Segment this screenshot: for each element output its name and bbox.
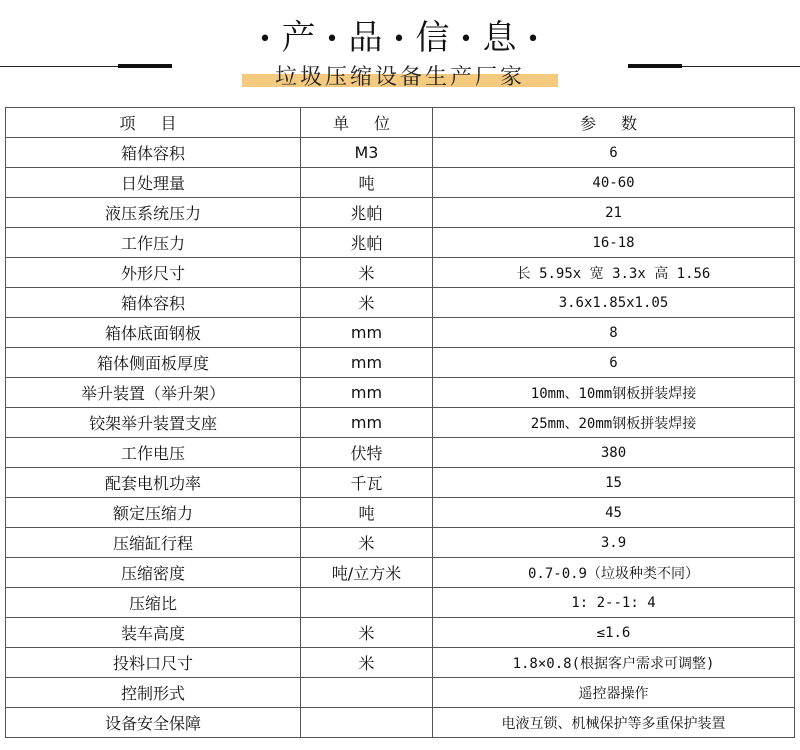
cell-value: 3.9 — [433, 528, 795, 558]
column-header-value: 参 数 — [433, 108, 795, 138]
title-dot: • — [392, 27, 408, 52]
cell-unit: mm — [301, 318, 433, 348]
table-row — [6, 348, 795, 378]
cell-item: 设备安全保障 — [6, 708, 301, 738]
table-row — [6, 558, 795, 588]
column-header-unit: 单 位 — [301, 108, 433, 138]
table-row — [6, 168, 795, 198]
cell-item: 液压系统压力 — [6, 198, 301, 228]
cell-unit — [301, 588, 433, 618]
cell-unit: 兆帕 — [301, 228, 433, 258]
title-char: 信 — [415, 18, 452, 58]
cell-unit: mm — [301, 408, 433, 438]
title-dot: • — [325, 27, 341, 52]
cell-value: 1: 2--1: 4 — [433, 588, 795, 618]
title-char: 品 — [348, 18, 385, 58]
spec-table — [5, 107, 795, 738]
cell-unit: 吨 — [301, 498, 433, 528]
cell-item: 配套电机功率 — [6, 468, 301, 498]
cell-unit: M3 — [301, 138, 433, 168]
table-row — [6, 228, 795, 258]
table-row — [6, 378, 795, 408]
cell-value: 3.6x1.85x1.05 — [433, 288, 795, 318]
cell-value: 长 5.95x 宽 3.3x 高 1.56 — [433, 258, 795, 288]
cell-value: 45 — [433, 498, 795, 528]
table-row — [6, 648, 795, 678]
cell-item: 装车高度 — [6, 618, 301, 648]
cell-unit: 米 — [301, 288, 433, 318]
cell-item: 箱体容积 — [6, 138, 301, 168]
cell-item: 箱体底面钢板 — [6, 318, 301, 348]
cell-item: 额定压缩力 — [6, 498, 301, 528]
cell-unit: 伏特 — [301, 438, 433, 468]
cell-item: 日处理量 — [6, 168, 301, 198]
table-row — [6, 318, 795, 348]
title-char: 息 — [482, 18, 519, 58]
cell-item: 压缩比 — [6, 588, 301, 618]
cell-item: 压缩密度 — [6, 558, 301, 588]
cell-value: 16-18 — [433, 228, 795, 258]
cell-value: 10mm、10mm钢板拼装焊接 — [433, 378, 795, 408]
cell-unit — [301, 678, 433, 708]
title-dot: • — [459, 27, 475, 52]
cell-unit: 吨 — [301, 168, 433, 198]
cell-value: 15 — [433, 468, 795, 498]
cell-unit — [301, 708, 433, 738]
cell-item: 铰架举升装置支座 — [6, 408, 301, 438]
table-row — [6, 618, 795, 648]
table-row — [6, 288, 795, 318]
cell-value: 0.7-0.9（垃圾种类不同） — [433, 558, 795, 588]
cell-unit: 米 — [301, 618, 433, 648]
cell-value: 8 — [433, 318, 795, 348]
cell-item: 工作压力 — [6, 228, 301, 258]
cell-value: 电液互锁、机械保护等多重保护装置 — [433, 708, 795, 738]
cell-value: 25mm、20mm钢板拼装焊接 — [433, 408, 795, 438]
table-header-row — [6, 108, 795, 138]
table-row — [6, 258, 795, 288]
page-title — [0, 10, 800, 59]
table-row — [6, 468, 795, 498]
cell-value: 遥控器操作 — [433, 678, 795, 708]
cell-value: 21 — [433, 198, 795, 228]
table-row — [6, 138, 795, 168]
cell-unit: 千瓦 — [301, 468, 433, 498]
table-row — [6, 678, 795, 708]
cell-value: 40-60 — [433, 168, 795, 198]
title-dot: • — [258, 27, 274, 52]
cell-item: 压缩缸行程 — [6, 528, 301, 558]
table-row — [6, 408, 795, 438]
page-header — [0, 0, 800, 106]
cell-value: 380 — [433, 438, 795, 468]
cell-item: 投料口尺寸 — [6, 648, 301, 678]
cell-value: 6 — [433, 138, 795, 168]
cell-unit: 兆帕 — [301, 198, 433, 228]
cell-value: 1.8×0.8(根据客户需求可调整) — [433, 648, 795, 678]
cell-item: 外形尺寸 — [6, 258, 301, 288]
cell-item: 工作电压 — [6, 438, 301, 468]
cell-value: 6 — [433, 348, 795, 378]
column-header-item: 项 目 — [6, 108, 301, 138]
cell-unit: mm — [301, 378, 433, 408]
table-row — [6, 198, 795, 228]
table-row — [6, 588, 795, 618]
table-row — [6, 708, 795, 738]
table-body — [6, 138, 795, 738]
cell-item: 箱体侧面板厚度 — [6, 348, 301, 378]
cell-item: 箱体容积 — [6, 288, 301, 318]
table-row — [6, 438, 795, 468]
title-char: 产 — [281, 18, 318, 58]
subtitle: 垃圾压缩设备生产厂家 — [274, 65, 525, 90]
cell-unit: 吨/立方米 — [301, 558, 433, 588]
cell-unit: 米 — [301, 258, 433, 288]
cell-unit: mm — [301, 348, 433, 378]
cell-unit: 米 — [301, 528, 433, 558]
table-row — [6, 528, 795, 558]
cell-value: ≤1.6 — [433, 618, 795, 648]
cell-item: 举升装置（举升架） — [6, 378, 301, 408]
cell-unit: 米 — [301, 648, 433, 678]
cell-item: 控制形式 — [6, 678, 301, 708]
title-dot: • — [526, 27, 542, 52]
table-row — [6, 498, 795, 528]
